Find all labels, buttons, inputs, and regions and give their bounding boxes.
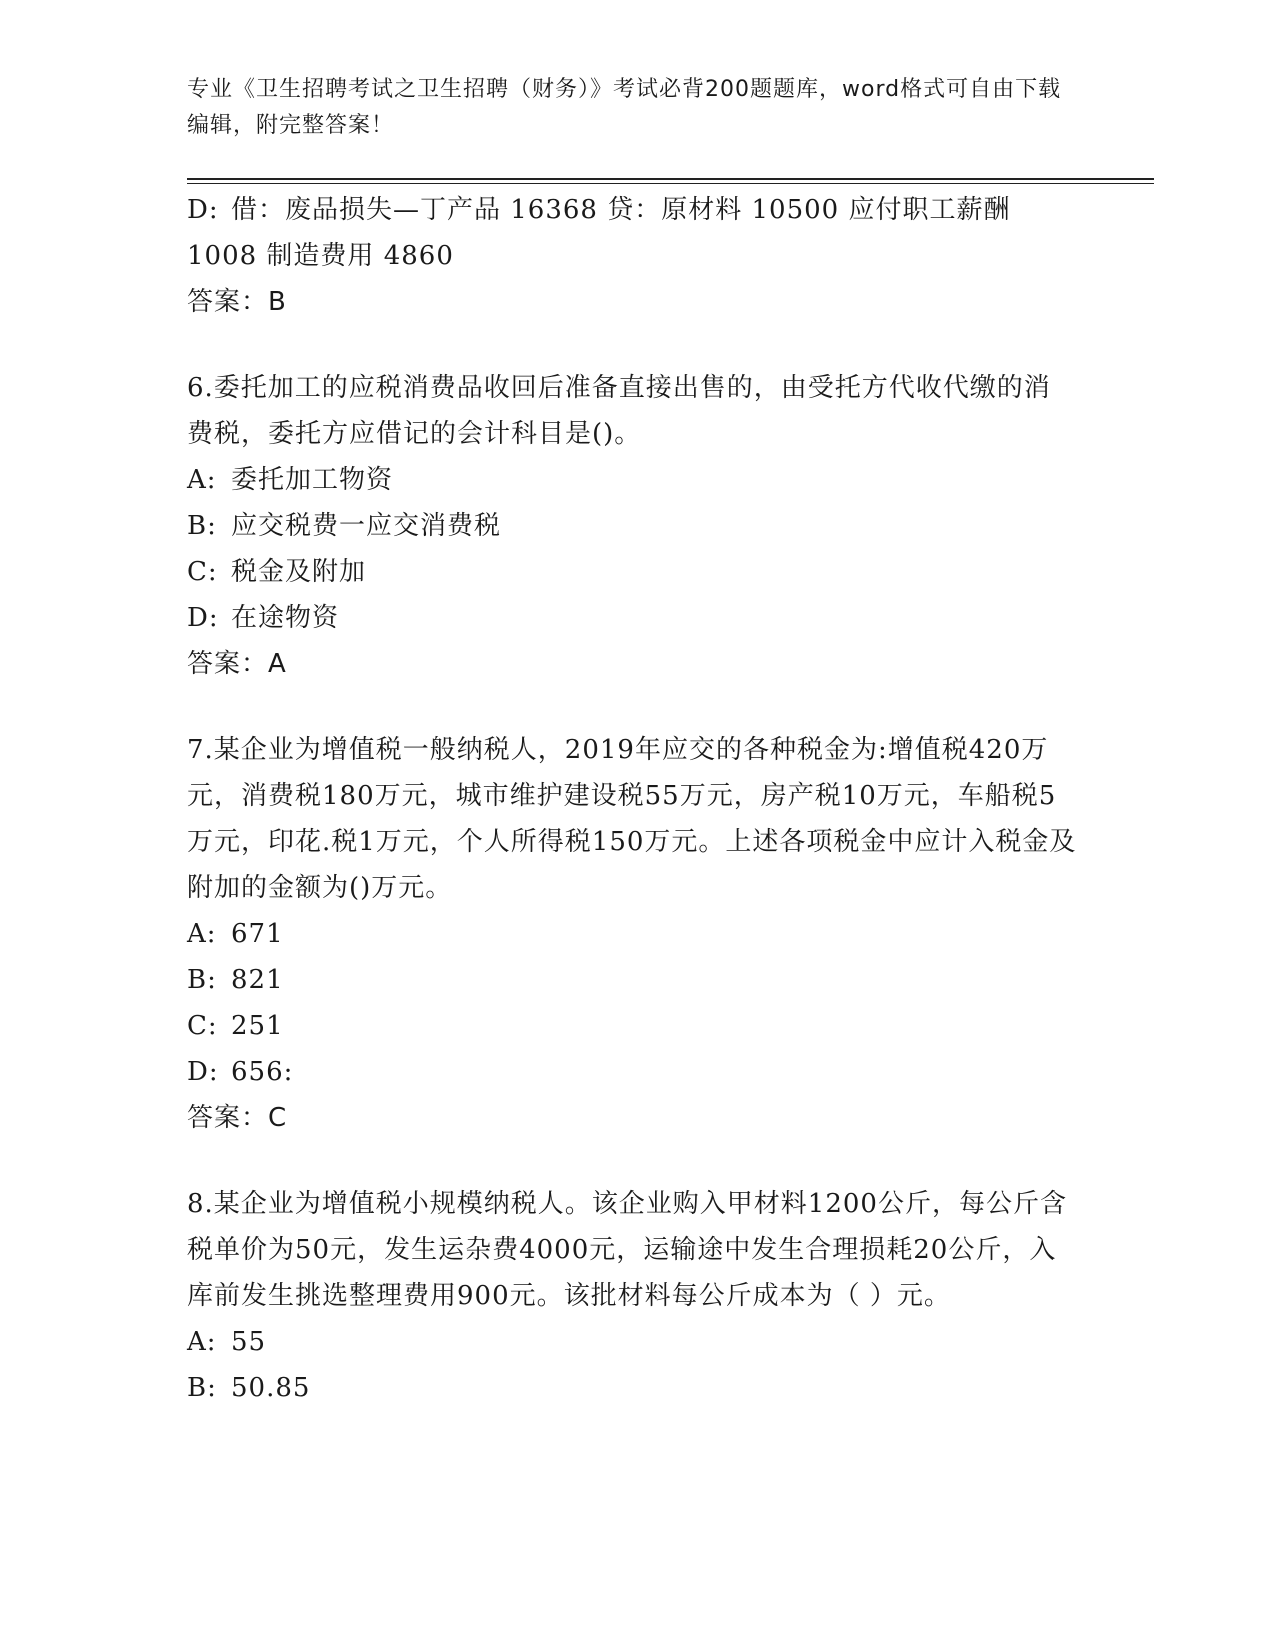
question-block bbox=[187, 727, 1077, 1141]
option-text: 应交税费一应交消费税 bbox=[231, 511, 502, 541]
answer-line: 答案：B bbox=[187, 287, 287, 317]
header-title: 专业《卫生招聘考试之卫生招聘（财务）》考试必背200题题库，word格式可自由下载编辑，附完整答案！ bbox=[187, 77, 1062, 138]
option-label: B: bbox=[187, 511, 217, 541]
option-label: A: bbox=[187, 919, 217, 949]
document-body bbox=[187, 187, 1077, 1411]
option-text: 税金及附加 bbox=[231, 557, 367, 587]
option-label: C: bbox=[187, 557, 218, 587]
header-divider bbox=[187, 178, 1154, 184]
option-text: 50.85 bbox=[231, 1373, 311, 1403]
option-text: 821 bbox=[231, 965, 284, 995]
option-label: A: bbox=[187, 465, 217, 495]
question-block bbox=[187, 1181, 1077, 1411]
option-a bbox=[187, 1319, 1077, 1365]
option-a bbox=[187, 911, 1077, 957]
answer-line: 答案：C bbox=[187, 1103, 288, 1133]
option-text: 委托加工物资 bbox=[231, 465, 394, 495]
option-d bbox=[187, 595, 1077, 641]
option-d bbox=[187, 1049, 1077, 1095]
option-label: D: bbox=[187, 195, 219, 225]
option-label: B: bbox=[187, 1373, 217, 1403]
option-label: C: bbox=[187, 1011, 218, 1041]
option-b bbox=[187, 503, 1077, 549]
option-text: 251 bbox=[231, 1011, 284, 1041]
question-stem: 6.委托加工的应税消费品收回后准备直接出售的，由受托方代收代缴的消费税，委托方应借记的会计科目是()。 bbox=[187, 373, 1051, 449]
option-b bbox=[187, 1365, 1077, 1411]
continued-option-d bbox=[187, 187, 1077, 279]
option-text: 656: bbox=[231, 1057, 294, 1087]
option-c bbox=[187, 549, 1077, 595]
option-label: A: bbox=[187, 1327, 217, 1357]
option-text: 671 bbox=[231, 919, 284, 949]
option-c bbox=[187, 1003, 1077, 1049]
option-label: D: bbox=[187, 1057, 219, 1087]
option-text: 在途物资 bbox=[231, 603, 340, 633]
option-label: B: bbox=[187, 965, 217, 995]
option-text: 借：废品损失—丁产品 16368 贷：原材料 10500 应付职工薪酬 1008 制造费用 4860 bbox=[187, 195, 1020, 271]
document-header bbox=[187, 72, 1067, 144]
option-label: D: bbox=[187, 603, 219, 633]
option-b bbox=[187, 957, 1077, 1003]
answer-line: 答案：A bbox=[187, 649, 287, 679]
option-text: 55 bbox=[231, 1327, 267, 1357]
question-block bbox=[187, 365, 1077, 687]
question-stem: 7.某企业为增值税一般纳税人，2019年应交的各种税金为:增值税420万元，消费税180万元，城市维护建设税55万元，房产税10万元，车船税5万元，印花.税1万元，个人所得税150万元。上述各项税金中应计入税金及附加的金额为()万元。 bbox=[187, 735, 1077, 903]
question-stem: 8.某企业为增值税小规模纳税人。该企业购入甲材料1200公斤，每公斤含税单价为50元，发生运杂费4000元，运输途中发生合理损耗20公斤，入库前发生挑选整理费用900元。该批材料每公斤成本为（ ）元。 bbox=[187, 1189, 1067, 1311]
option-a bbox=[187, 457, 1077, 503]
